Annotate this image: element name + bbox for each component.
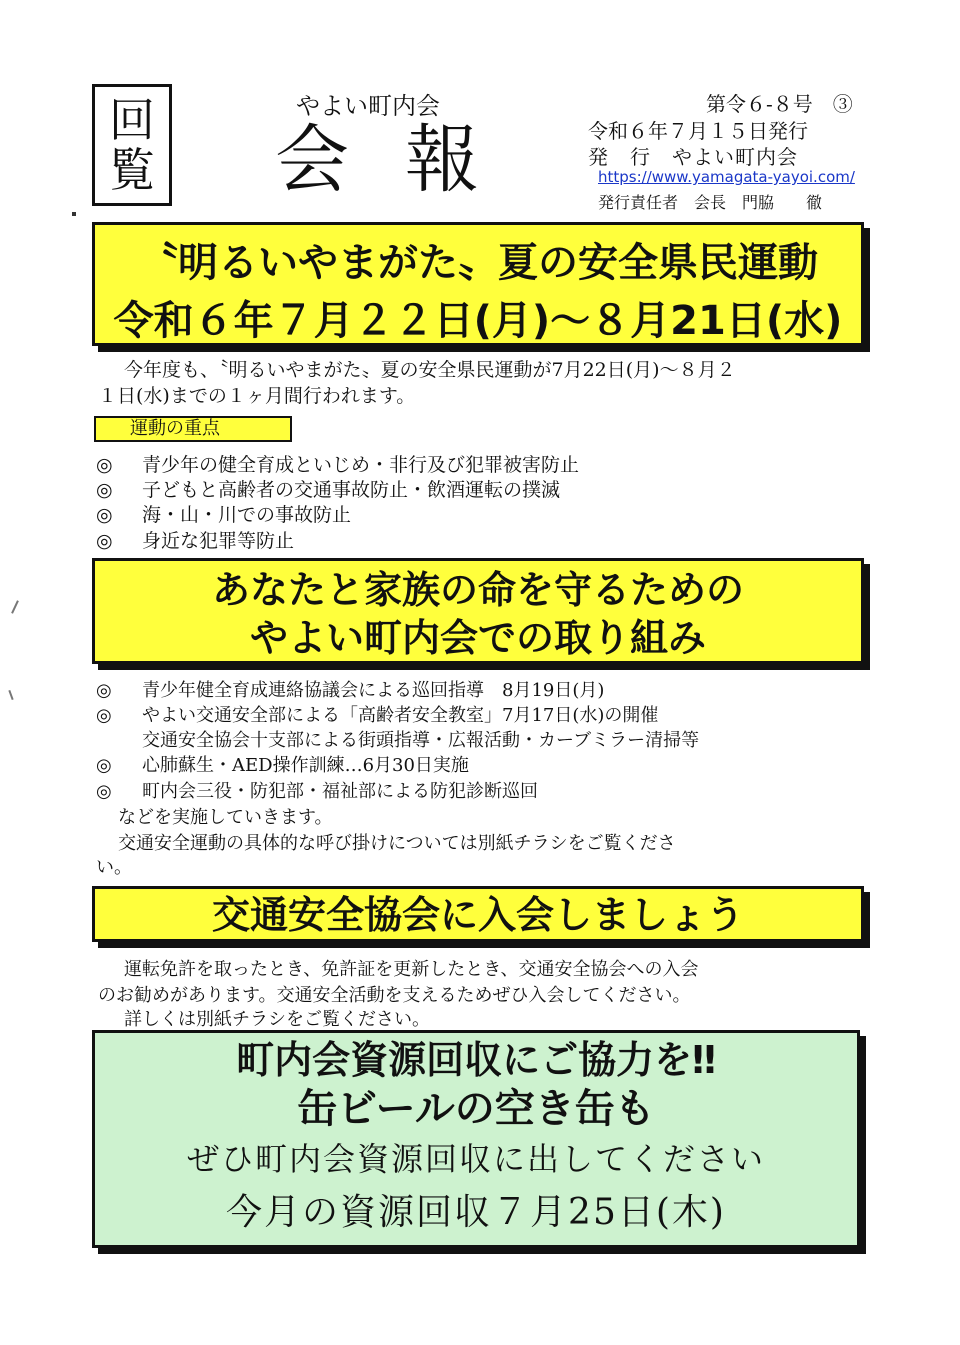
issue-number: 第令６-８号 ③ (706, 92, 853, 116)
stamp-char-1: 回 (109, 93, 155, 147)
double-circle-icon: ◎ (96, 680, 112, 701)
activity-item (96, 701, 658, 727)
focus-item (96, 500, 351, 527)
join-banner (92, 886, 864, 942)
activity-text: 町内会三役・防犯部・福祉部による防犯診断巡回 (142, 781, 538, 802)
focus-item (96, 450, 579, 477)
join-line-3: 詳しくは別紙チラシをご覧ください。 (124, 1009, 430, 1030)
campaign-period: 令和６年７月２２日(月)～８月21日(水) (113, 298, 843, 344)
campaign-banner (92, 222, 864, 346)
activity-text: 心肺蘇生・AED操作訓練…6月30日実施 (142, 755, 469, 776)
recycle-subheadline: 缶ビールの空き缶も (297, 1086, 655, 1132)
activity-text: 青少年健全育成連絡協議会による巡回指導 8月19日(月) (142, 680, 605, 701)
double-circle-icon: ◎ (96, 479, 113, 501)
double-circle-icon: ◎ (96, 781, 112, 802)
recycle-headline: 町内会資源回収にご協力を‼ (236, 1038, 716, 1082)
page-title: 会報 (275, 117, 535, 203)
focus-item (96, 526, 294, 553)
scan-mark (72, 212, 76, 216)
double-circle-icon: ◎ (96, 755, 112, 776)
activities-closing: などを実施していきます。 (118, 807, 333, 828)
intro-line-1: 今年度も、〝明るいやまがた〟夏の安全県民運動が7月22日(月)～８月２ (124, 359, 736, 381)
scan-mark (11, 600, 19, 614)
recycle-date: 今月の資源回収７月25日(木) (226, 1192, 726, 1233)
focus-item-text: 青少年の健全育成といじめ・非行及び犯罪被害防止 (142, 454, 580, 476)
initiatives-banner (92, 558, 864, 664)
double-circle-icon: ◎ (96, 454, 113, 476)
activity-item (96, 777, 538, 803)
join-line-2: のお勧めがあります。交通安全活動を支えるためぜひ入会してください。 (98, 985, 691, 1006)
double-circle-icon: ◎ (96, 504, 113, 526)
initiatives-title-1: あなたと家族の命を守るための (211, 568, 744, 612)
stamp-char-2: 覧 (109, 143, 155, 197)
activity-subline: 交通安全協会十支部による街頭指導・広報活動・カーブミラー清掃等 (142, 730, 700, 751)
campaign-title: 〝明るいやまがた〟夏の安全県民運動 (138, 240, 818, 286)
join-title: 交通安全協会に入会しましょう (211, 893, 744, 937)
org-name: やよい町内会 (296, 92, 440, 120)
focus-item-text: 海・山・川での事故防止 (142, 504, 352, 526)
focus-label: 運動の重点 (94, 416, 292, 442)
circulation-stamp (92, 84, 172, 206)
intro-line-2: １日(水)までの１ヶ月間行われます。 (98, 385, 416, 407)
website-link[interactable]: https://www.yamagata-yayoi.com/ (598, 168, 855, 186)
issue-date: 令和６年７月１５日発行 (588, 119, 808, 143)
scan-mark (8, 690, 13, 700)
recycle-request: ぜひ町内会資源回収に出してください (186, 1140, 765, 1178)
activity-text: やよい交通安全部による「高齢者安全教室」7月17日(水)の開催 (142, 705, 659, 726)
join-line-1: 運転免許を取ったとき、免許証を更新したとき、交通安全協会への入会 (124, 959, 699, 980)
recycle-notice (92, 1030, 860, 1248)
activity-item (96, 676, 604, 702)
focus-item-text: 身近な犯罪等防止 (142, 530, 295, 552)
initiatives-title-2: やよい町内会での取り組み (249, 616, 706, 660)
activities-note-1: 交通安全運動の具体的な呼び掛けについては別紙チラシをご覧くださ (118, 833, 676, 854)
responsible-person: 発行責任者 会長 門脇 徹 (598, 193, 823, 212)
double-circle-icon: ◎ (96, 530, 113, 552)
activity-item (96, 751, 469, 777)
double-circle-icon: ◎ (96, 705, 112, 726)
publisher: 発 行 やよい町内会 (588, 145, 798, 169)
activities-note-2: い。 (96, 857, 132, 878)
focus-item-text: 子どもと高齢者の交通事故防止・飲酒運転の撲滅 (142, 479, 561, 501)
focus-item (96, 475, 560, 502)
